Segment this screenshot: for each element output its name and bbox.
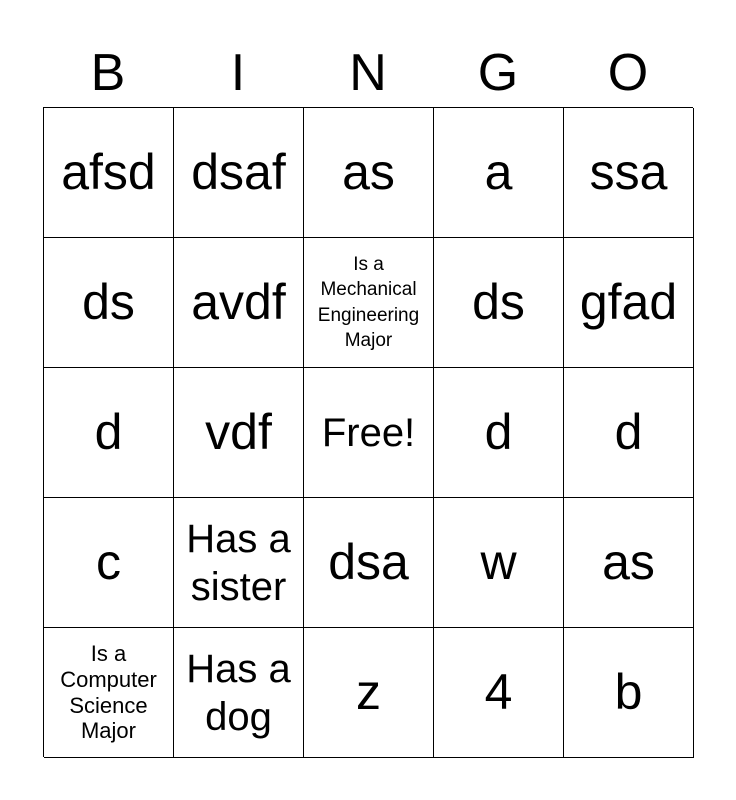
bingo-cell-r4-c1[interactable] [44,498,174,628]
cell-text: 4 [484,664,513,721]
bingo-cell-r5-c3[interactable] [304,628,434,758]
bingo-cell-r3-c4[interactable] [434,368,564,498]
bingo-cell-r5-c5[interactable] [564,628,694,758]
bingo-cell-r1-c2[interactable] [174,108,304,238]
bingo-header [43,40,693,106]
header-letter-n: N [349,44,387,102]
bingo-cell-r1-c1[interactable] [44,108,174,238]
bingo-cell-r2-c1[interactable] [44,238,174,368]
cell-text: vdf [205,404,272,461]
cell-text: d [484,404,513,461]
bingo-cell-r1-c5[interactable] [564,108,694,238]
bingo-board [43,107,693,757]
cell-text: dsa [328,534,409,591]
cell-text: ds [82,274,135,331]
cell-text: as [342,144,395,201]
bingo-cell-r2-c5[interactable] [564,238,694,368]
cell-text: ssa [589,144,668,201]
free-space-text: Free! [321,410,416,455]
cell-text: as [602,534,655,591]
bingo-cell-r4-c2[interactable] [174,498,304,628]
cell-text: d [94,404,123,461]
bingo-cell-r5-c4[interactable] [434,628,564,758]
bingo-cell-r2-c4[interactable] [434,238,564,368]
cell-text: ds [472,274,525,331]
bingo-cell-r2-c2[interactable] [174,238,304,368]
bingo-cell-r4-c5[interactable] [564,498,694,628]
bingo-cell-r4-c3[interactable] [304,498,434,628]
bingo-cell-r3-c2[interactable] [174,368,304,498]
free-space-cell[interactable] [304,368,434,498]
header-letter-g: G [477,44,519,102]
bingo-cell-r5-c1[interactable] [44,628,174,758]
header-letter-i: I [230,44,246,102]
header-letter-o: O [607,44,649,102]
cell-text: d [614,404,643,461]
cell-text: Is a Computer Science Major [60,640,157,744]
bingo-cell-r4-c4[interactable] [434,498,564,628]
bingo-cell-r1-c4[interactable] [434,108,564,238]
cell-text: c [96,534,121,591]
bingo-cell-r1-c3[interactable] [304,108,434,238]
cell-text: Is a Mechanical Engineering Major [317,253,420,351]
cell-text: z [356,664,381,721]
cell-text: dsaf [191,144,286,201]
bingo-cell-r2-c3[interactable] [304,238,434,368]
bingo-cell-r5-c2[interactable] [174,628,304,758]
cell-text: afsd [61,144,156,201]
header-letter-b: B [90,44,126,102]
cell-text: gfad [579,274,678,331]
cell-text: avdf [191,274,286,331]
cell-text: b [614,664,643,721]
cell-text: w [480,534,517,591]
bingo-cell-r3-c1[interactable] [44,368,174,498]
cell-text: Has a sister [186,516,291,609]
bingo-cell-r3-c5[interactable] [564,368,694,498]
cell-text: a [484,144,513,201]
cell-text: Has a dog [186,646,291,739]
